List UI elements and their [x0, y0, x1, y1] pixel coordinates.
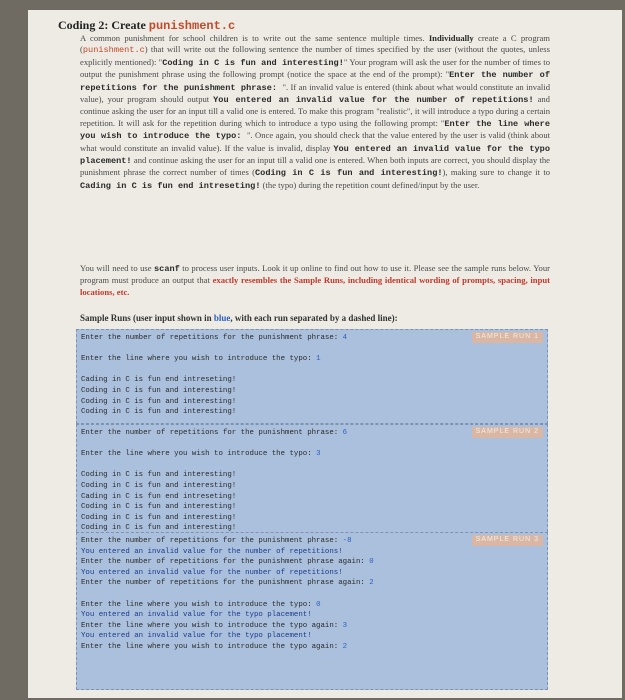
console-text: Cading in C is fun end intreseting! — [81, 376, 237, 385]
user-input: 2 — [342, 642, 348, 651]
user-input: 2 — [369, 579, 374, 588]
console-line — [81, 557, 543, 568]
user-input: 3 — [316, 450, 321, 459]
para1-segment: You entered an invalid value for the number of repetitions! — [213, 95, 534, 106]
console-text: You entered an invalid value for the typo placement! — [81, 611, 312, 620]
console-text: Cading in C is fun end intreseting! — [81, 492, 237, 501]
console-line — [81, 642, 543, 653]
user-input: 3 — [342, 621, 348, 630]
para1-segment: Enter the number of repetitions for the punishment phrase: — [80, 70, 550, 93]
console-line — [81, 481, 543, 492]
para1-segment: A common punishment for school children is to write out the same sentence multiple times. — [80, 33, 429, 43]
sample-run-3 — [76, 532, 548, 690]
console-text: Coding in C is fun and interesting! — [81, 524, 237, 533]
para1-segment: ". If an invalid value is entered (think about what would constitute an invalid value), your program should output — [80, 81, 550, 105]
para1-segment: Cading in C is fun end intreseting! — [80, 180, 261, 191]
para1-segment: Individually — [428, 33, 474, 43]
para1-segment: Coding in C is fun and interesting! — [162, 57, 344, 68]
console-line — [81, 386, 543, 397]
console-text: Enter the number of repetitions for the punishment phrase: — [81, 334, 343, 342]
para1-segment: and continue asking the user for an input till a valid one is entered. To make this program "realistic", it will introduce a typo during a certain repetition. It will ask for the repetition during which to introduce a typo using the following prompt: " — [80, 94, 550, 128]
heading-filename: punishment.c — [148, 19, 236, 33]
console-text: Coding in C is fun and interesting! — [81, 386, 237, 395]
console-line — [81, 492, 543, 503]
console-text: Coding in C is fun and interesting! — [81, 397, 237, 406]
para2-segment: to process user inputs. Look it up online to find out how to use it. Please see the sample runs below. Your program must produce an output that — [80, 263, 551, 286]
user-input: 4 — [342, 334, 348, 342]
console-text: You entered an invalid value for the number of repetitions! — [81, 568, 343, 577]
sample-run-tag: SAMPLE RUN 1 — [472, 332, 543, 343]
console-text: Coding in C is fun and interesting! — [81, 513, 237, 522]
user-input: 6 — [342, 429, 348, 437]
user-input: 0 — [369, 558, 374, 567]
para1-segment: and continue asking the user for an input till a valid one is entered. When both inputs are correct, you should display the punishment phrase the correct number of times ( — [80, 155, 550, 178]
user-input: 1 — [316, 355, 321, 364]
console-text: Enter the number of repetitions for the punishment phrase: — [81, 429, 343, 437]
sample-run-2 — [76, 424, 548, 542]
console-line — [81, 610, 543, 621]
para1-segment: ) that will write out the following sentence the number of times specified by the user (without the quotes, unless explicitly mentioned): " — [80, 44, 550, 67]
blank-line — [81, 589, 543, 600]
console-text: Enter the number of repetitions for the punishment phrase: — [81, 537, 343, 545]
console-text: Coding in C is fun and interesting! — [81, 503, 237, 512]
blank-line — [81, 439, 543, 450]
para2-segment: You will need to use — [80, 263, 155, 273]
para1-segment: ), making sure to change it to — [442, 167, 551, 178]
instructions-paragraph — [80, 33, 550, 192]
sample-runs-title: Sample Runs (user input shown in blue, with each run separated by a dashed line): — [80, 313, 398, 323]
console-line — [81, 375, 543, 386]
para1-segment: Enter the line where you wish to introduce the typo: — [80, 118, 550, 142]
console-line — [81, 354, 543, 365]
sample-run-1 — [76, 329, 548, 424]
sample-run-tag: SAMPLE RUN 2 — [472, 427, 543, 438]
console-line — [81, 502, 543, 513]
para1-segment: punishment.c — [82, 45, 145, 56]
console-line — [81, 621, 543, 632]
console-line — [81, 547, 543, 558]
blank-line — [81, 344, 543, 355]
para1-segment: (the typo) during the repetition count defined/input by the user. — [260, 179, 480, 190]
console-text: Enter the line where you wish to introduce the typo: — [81, 355, 317, 364]
para2-segment: exactly resembles the Sample Runs, including identical wording of prompts, spacing, input locations, etc. — [80, 275, 551, 297]
console-line — [81, 600, 543, 611]
para2-segment: scanf — [154, 264, 180, 274]
console-line — [81, 631, 543, 642]
blank-line — [81, 365, 543, 376]
console-text: Coding in C is fun and interesting! — [81, 471, 237, 480]
blank-line — [81, 460, 543, 471]
para1-segment: " Your program will ask the user for the number of times to output the punishment phrase using the following prompt (notice the space at the end of the prompt): " — [80, 56, 550, 80]
console-line — [81, 470, 543, 481]
console-text: You entered an invalid value for the typo placement! — [81, 632, 312, 641]
scanf-paragraph — [80, 263, 550, 298]
para1-segment: create a C program ( — [80, 33, 550, 55]
console-line — [81, 407, 543, 418]
console-text: Coding in C is fun and interesting! — [81, 408, 237, 417]
console-line — [81, 449, 543, 460]
console-line — [81, 578, 543, 589]
console-line — [81, 397, 543, 408]
console-line — [81, 513, 543, 524]
console-text: You entered an invalid value for the number of repetitions! — [81, 547, 343, 556]
console-line — [81, 568, 543, 579]
console-text: Enter the number of repetitions for the punishment phrase again: — [81, 558, 370, 567]
user-input: -8 — [342, 537, 352, 545]
user-input: 0 — [316, 600, 321, 609]
console-text: Enter the line where you wish to introduce the typo: — [81, 600, 317, 609]
console-text: Enter the line where you wish to introduce the typo again: — [81, 621, 343, 630]
console-text: Enter the line where you wish to introduce the typo: — [81, 450, 317, 459]
sample-run-tag: SAMPLE RUN 3 — [472, 535, 543, 546]
heading-prefix: Coding 2: Create — [58, 18, 149, 32]
console-text: Coding in C is fun and interesting! — [81, 481, 237, 490]
para1-segment: You entered an invalid value for the typo placement! — [80, 143, 550, 167]
console-text: Enter the line where you wish to introduce the typo again: — [81, 642, 343, 651]
assignment-heading — [58, 18, 235, 33]
para1-segment: ". Once again, you should check that the value entered by the user is valid (think about what would constitute an invalid value). If the value is invalid, display — [80, 130, 551, 153]
para1-segment: Coding in C is fun and interesting! — [255, 168, 443, 179]
console-text: Enter the number of repetitions for the punishment phrase again: — [81, 579, 370, 588]
